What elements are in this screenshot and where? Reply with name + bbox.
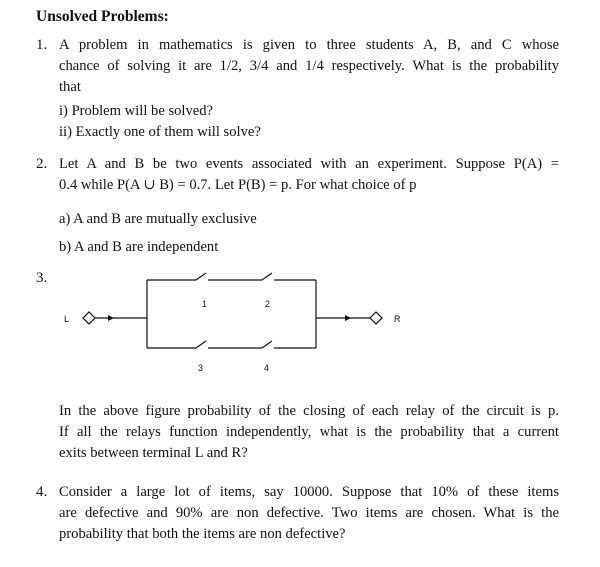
relay-4-switch [262, 341, 272, 348]
relay-1-switch [196, 273, 206, 280]
problem-text-line: exits between terminal L and R? [59, 445, 248, 461]
problem-number: 2. [36, 156, 48, 172]
sub-question: a) A and B are mutually exclusive [59, 211, 257, 227]
problem-number: 3. [36, 270, 48, 286]
problem-text-line: probability that both the items are non defective? [59, 526, 346, 542]
arrow-icon [345, 315, 351, 321]
problem-text-line: A problem in mathematics is given to three students A, B, and C whose [59, 37, 559, 53]
problem-text-line: If all the relays function independently, what is the probability that a current [59, 424, 559, 440]
sub-question: ii) Exactly one of them will solve? [59, 124, 261, 140]
problem-text-line: are defective and 90% are non defective. Two items are chosen. What is the [59, 505, 559, 521]
problem-text-line: that [59, 79, 81, 95]
sub-question: i) Problem will be solved? [59, 103, 214, 119]
problem-number: 4. [36, 484, 48, 500]
terminal-left-label: L [64, 314, 70, 324]
relay-label: 1 [202, 299, 208, 309]
arrow-icon [108, 315, 114, 321]
problem-text-line: In the above figure probability of the closing of each relay of the circuit is p. [59, 403, 559, 419]
relay-label: 2 [265, 299, 271, 309]
problem-text-line: Let A and B be two events associated with an experiment. Suppose P(A) = [59, 156, 559, 172]
sub-question: b) A and B are independent [59, 239, 219, 255]
problem-text-line: Consider a large lot of items, say 10000. Suppose that 10% of these items [59, 484, 559, 500]
top-branch [147, 273, 316, 309]
page-heading: Unsolved Problems: [36, 8, 169, 25]
problem-text-line: 0.4 while P(A ∪ B) = 0.7. Let P(B) = p. For what choice of p [59, 177, 417, 193]
problem-number: 1. [36, 37, 48, 53]
terminal-right-label: R [394, 314, 401, 324]
relay-2-switch [262, 273, 272, 280]
bottom-branch [147, 341, 316, 373]
terminal-left-node [83, 312, 95, 324]
problem-text-line: chance of solving it are 1/2, 3/4 and 1/4 respectively. What is the probability [59, 58, 559, 74]
relay-3-switch [196, 341, 206, 348]
relay-label: 4 [264, 363, 270, 373]
terminal-right-node [370, 312, 382, 324]
relay-label: 3 [198, 363, 204, 373]
